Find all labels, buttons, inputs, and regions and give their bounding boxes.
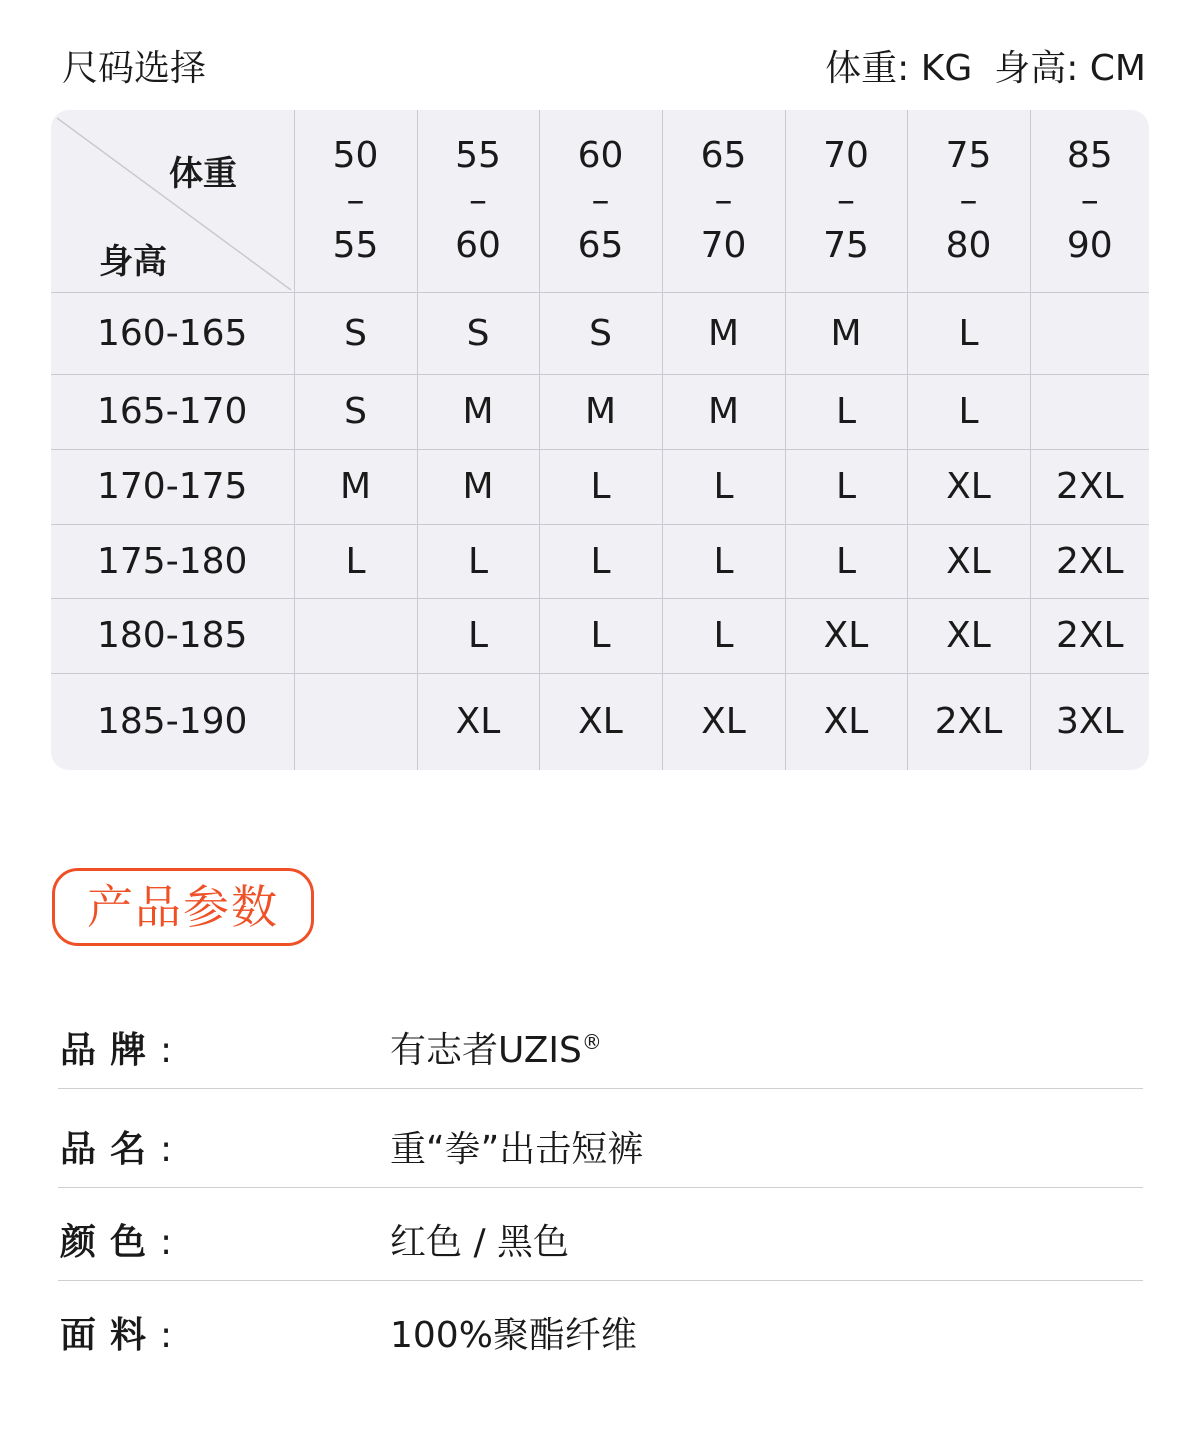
corner-weight-label: 体重 xyxy=(169,154,237,194)
size-cell: S xyxy=(417,292,539,374)
param-row-brand xyxy=(58,996,1143,1089)
product-params-list xyxy=(58,996,1143,1373)
size-cell: XL xyxy=(785,598,907,673)
height-range-cell: 160-165 xyxy=(51,292,294,374)
size-cell: L xyxy=(662,524,785,598)
size-cell: XL xyxy=(662,673,785,770)
size-cell: M xyxy=(417,449,539,524)
size-cell xyxy=(294,673,417,770)
size-cell: L xyxy=(539,524,662,598)
weight-range-dash: – xyxy=(714,180,733,222)
weight-range-header xyxy=(1030,110,1149,292)
size-cell xyxy=(1030,374,1149,449)
param-row-color xyxy=(58,1188,1143,1281)
height-unit-label: 身高: CM xyxy=(994,48,1146,89)
param-key-fabric: 面料: xyxy=(60,1315,173,1356)
param-value-fabric: 100%聚酯纤维 xyxy=(390,1315,637,1356)
size-cell: XL xyxy=(785,673,907,770)
weight-range-to: 80 xyxy=(945,225,992,267)
size-cell: M xyxy=(785,292,907,374)
weight-range-header xyxy=(907,110,1030,292)
size-cell: 2XL xyxy=(907,673,1030,770)
weight-range-to: 90 xyxy=(1066,225,1113,267)
weight-range-dash: – xyxy=(591,180,610,222)
weight-range-dash: – xyxy=(837,180,855,222)
size-cell: L xyxy=(785,374,907,449)
weight-range-from: 85 xyxy=(1066,135,1113,177)
size-row xyxy=(51,598,1149,673)
param-key-brand: 品牌: xyxy=(60,1030,173,1071)
size-cell: S xyxy=(539,292,662,374)
size-cell: L xyxy=(907,374,1030,449)
diagonal-divider xyxy=(51,110,294,292)
size-cell: L xyxy=(662,449,785,524)
size-cell xyxy=(294,598,417,673)
weight-range-dash: – xyxy=(1080,180,1099,222)
weight-range-from: 50 xyxy=(332,135,379,177)
size-cell: L xyxy=(539,449,662,524)
param-value-color: 红色 / 黑色 xyxy=(390,1222,570,1263)
weight-range-dash: – xyxy=(469,180,487,222)
size-section-header xyxy=(62,44,1146,94)
weight-range-from: 65 xyxy=(700,135,747,177)
height-range-cell: 185-190 xyxy=(51,673,294,770)
weight-range-to: 70 xyxy=(700,225,747,267)
size-cell: L xyxy=(539,598,662,673)
size-cell: XL xyxy=(417,673,539,770)
size-cell: L xyxy=(785,449,907,524)
size-cell: M xyxy=(539,374,662,449)
corner-height-label: 身高 xyxy=(99,242,167,282)
size-cell: M xyxy=(294,449,417,524)
weight-range-header xyxy=(662,110,785,292)
size-section-title: 尺码选择 xyxy=(62,48,207,89)
size-cell: XL xyxy=(907,598,1030,673)
corner-cell xyxy=(51,110,294,292)
weight-range-header xyxy=(539,110,662,292)
size-row xyxy=(51,292,1149,374)
size-row xyxy=(51,673,1149,770)
height-range-cell: 165-170 xyxy=(51,374,294,449)
size-cell: L xyxy=(785,524,907,598)
size-cell: S xyxy=(294,292,417,374)
weight-range-dash: – xyxy=(346,180,365,222)
size-cell xyxy=(1030,292,1149,374)
weight-range-to: 60 xyxy=(455,225,501,267)
weight-range-header xyxy=(785,110,907,292)
size-cell: XL xyxy=(907,524,1030,598)
size-chart-grid xyxy=(51,110,1149,770)
size-cell: S xyxy=(294,374,417,449)
param-key-name: 品名: xyxy=(60,1129,173,1170)
size-cell: 2XL xyxy=(1030,598,1149,673)
weight-range-from: 55 xyxy=(455,135,501,177)
product-params-badge: 产品参数 xyxy=(52,868,314,946)
size-cell: L xyxy=(417,598,539,673)
registered-mark: ® xyxy=(581,1030,602,1054)
weight-range-to: 75 xyxy=(823,225,869,267)
weight-range-header xyxy=(417,110,539,292)
weight-range-to: 65 xyxy=(577,225,624,267)
param-value-brand: 有志者UZIS® xyxy=(390,1030,602,1071)
weight-range-from: 70 xyxy=(823,135,869,177)
weight-range-header xyxy=(294,110,417,292)
height-range-cell: 175-180 xyxy=(51,524,294,598)
size-cell: 2XL xyxy=(1030,449,1149,524)
weight-range-from: 75 xyxy=(945,135,992,177)
size-cell: L xyxy=(294,524,417,598)
size-row xyxy=(51,449,1149,524)
param-key-color: 颜色: xyxy=(60,1222,173,1263)
size-cell: L xyxy=(417,524,539,598)
size-cell: L xyxy=(907,292,1030,374)
size-chart xyxy=(51,110,1149,770)
weight-range-to: 55 xyxy=(332,225,379,267)
size-cell: L xyxy=(662,598,785,673)
size-cell: M xyxy=(662,374,785,449)
size-row xyxy=(51,374,1149,449)
size-cell: XL xyxy=(907,449,1030,524)
weight-header-row xyxy=(51,110,1149,292)
param-row-fabric xyxy=(58,1281,1143,1373)
weight-range-from: 60 xyxy=(577,135,624,177)
param-row-name xyxy=(58,1095,1143,1188)
unit-legend xyxy=(825,44,1146,94)
size-cell: 3XL xyxy=(1030,673,1149,770)
param-value-name: 重“拳”出击短裤 xyxy=(390,1129,644,1170)
size-cell: 2XL xyxy=(1030,524,1149,598)
size-cell: M xyxy=(662,292,785,374)
height-range-cell: 180-185 xyxy=(51,598,294,673)
weight-unit-label: 体重: KG xyxy=(825,48,973,89)
size-cell: M xyxy=(417,374,539,449)
weight-range-dash: – xyxy=(959,180,978,222)
height-range-cell: 170-175 xyxy=(51,449,294,524)
size-cell: XL xyxy=(539,673,662,770)
size-row xyxy=(51,524,1149,598)
